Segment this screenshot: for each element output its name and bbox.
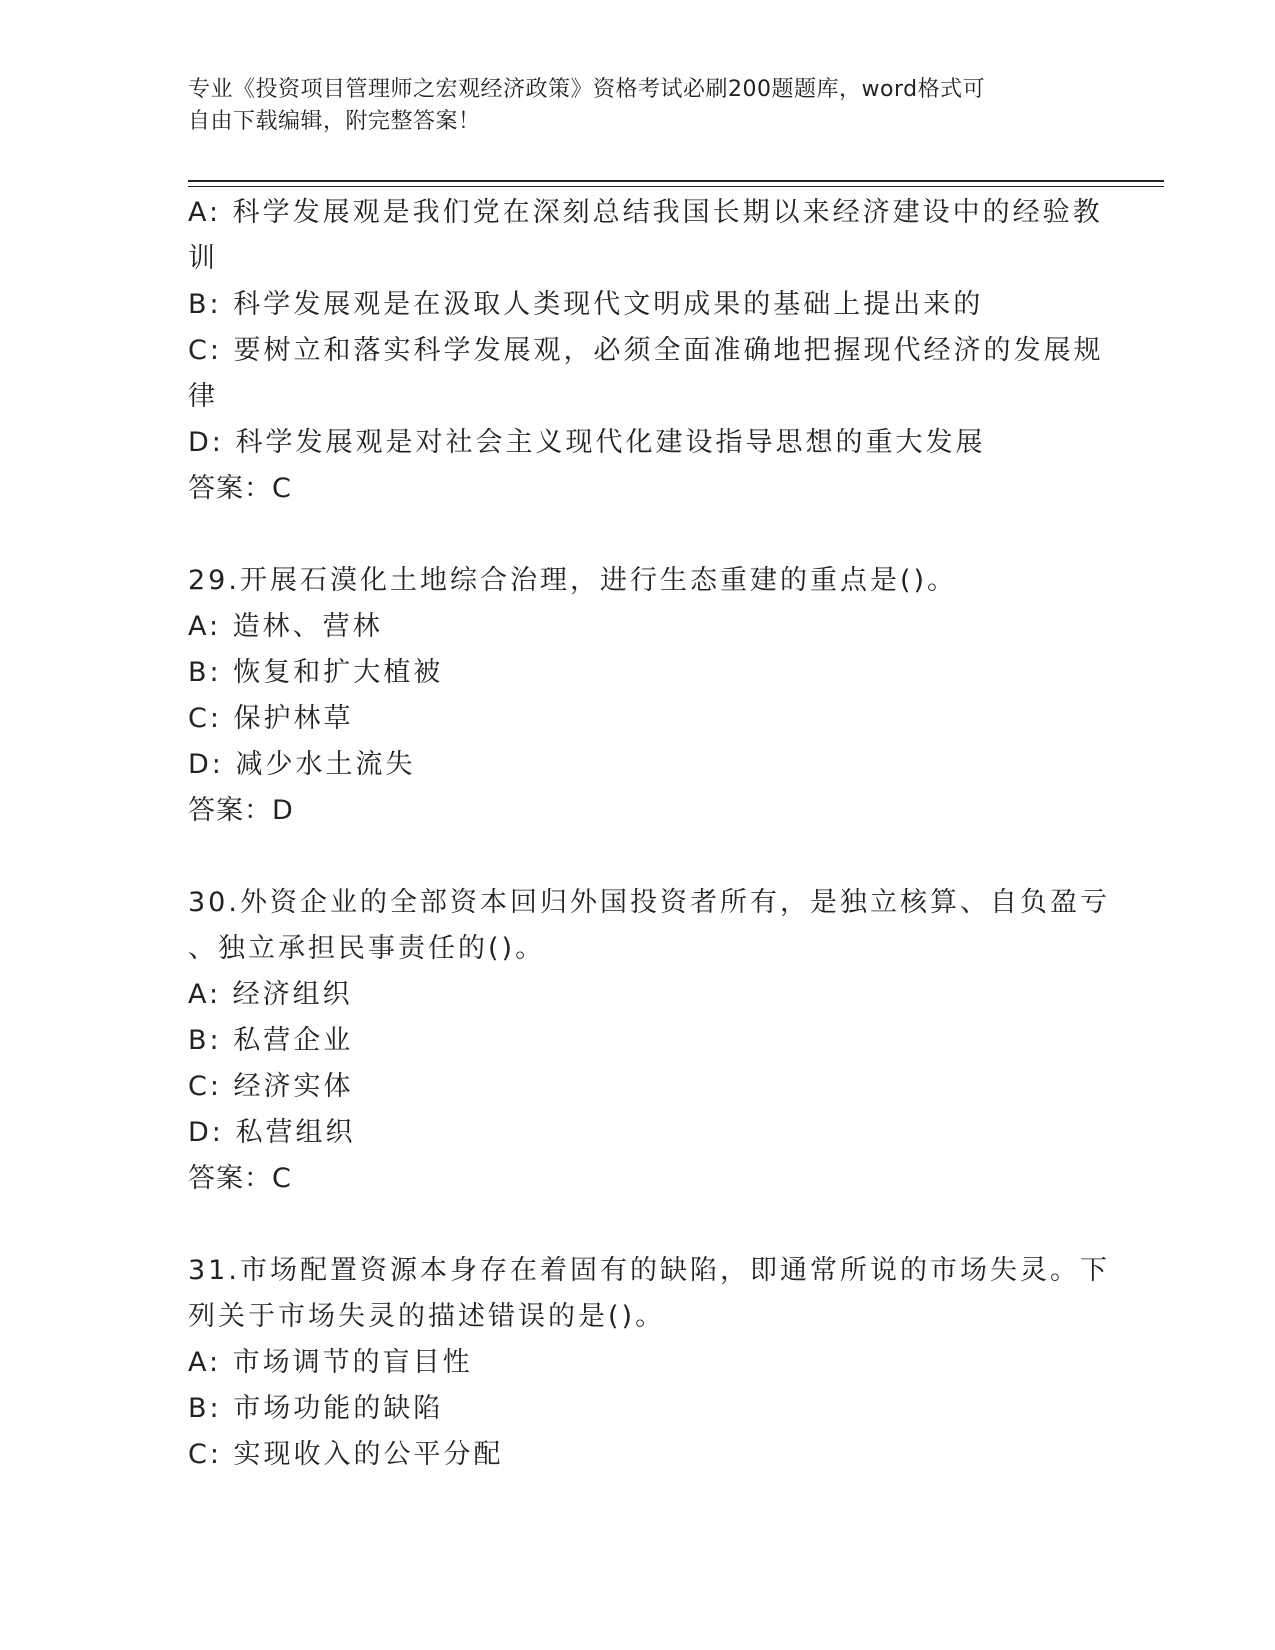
spacer	[188, 512, 1088, 558]
answer-line: 答案：C	[188, 473, 292, 504]
question-28-block	[188, 190, 1104, 512]
option-a-continued: 训	[188, 243, 218, 274]
option-a: A: 经济组织	[188, 979, 353, 1010]
question-31-block	[188, 1248, 1110, 1478]
option-c-continued: 律	[188, 381, 218, 412]
option-c: C: 要树立和落实科学发展观，必须全面准确地把握现代经济的发展规	[188, 335, 1104, 366]
answer-line: 答案：D	[188, 795, 294, 826]
option-b: B: 私营企业	[188, 1025, 354, 1056]
option-d: D: 减少水土流失	[188, 749, 416, 780]
option-a: A: 科学发展观是我们党在深刻总结我国长期以来经济建设中的经验教	[188, 197, 1103, 228]
question-text: 31.市场配置资源本身存在着固有的缺陷，即通常所说的市场失灵。下	[188, 1255, 1110, 1286]
option-a: A: 造林、营林	[188, 611, 383, 642]
question-30-block	[188, 880, 1110, 1202]
option-d: D: 私营组织	[188, 1117, 356, 1148]
question-text-continued: 、独立承担民事责任的()。	[188, 933, 546, 964]
option-a: A: 市场调节的盲目性	[188, 1347, 473, 1378]
option-b: B: 市场功能的缺陷	[188, 1393, 444, 1424]
option-b: B: 科学发展观是在汲取人类现代文明成果的基础上提出来的	[188, 289, 984, 320]
spacer	[188, 1202, 1088, 1248]
option-b: B: 恢复和扩大植被	[188, 657, 444, 688]
answer-line: 答案：C	[188, 1163, 292, 1194]
option-c: C: 经济实体	[188, 1071, 354, 1102]
header-title-line-1: 专业《投资项目管理师之宏观经济政策》资格考试必刷200题题库，word格式可	[188, 77, 986, 102]
question-text-continued: 列关于市场失灵的描述错误的是()。	[188, 1301, 666, 1332]
question-text: 30.外资企业的全部资本回归外国投资者所有，是独立核算、自负盈亏	[188, 887, 1110, 918]
question-list	[188, 190, 1110, 1478]
document-header	[188, 74, 1068, 138]
question-text: 29.开展石漠化土地综合治理，进行生态重建的重点是()。	[188, 565, 958, 596]
header-title-line-2: 自由下载编辑，附完整答案！	[188, 109, 481, 134]
header-divider-thick	[188, 180, 1164, 182]
option-d: D: 科学发展观是对社会主义现代化建设指导思想的重大发展	[188, 427, 986, 458]
spacer	[188, 834, 1088, 880]
option-c: C: 实现收入的公平分配	[188, 1439, 504, 1470]
header-divider-thin	[188, 186, 1164, 187]
option-c: C: 保护林草	[188, 703, 354, 734]
question-29-block	[188, 558, 1088, 834]
